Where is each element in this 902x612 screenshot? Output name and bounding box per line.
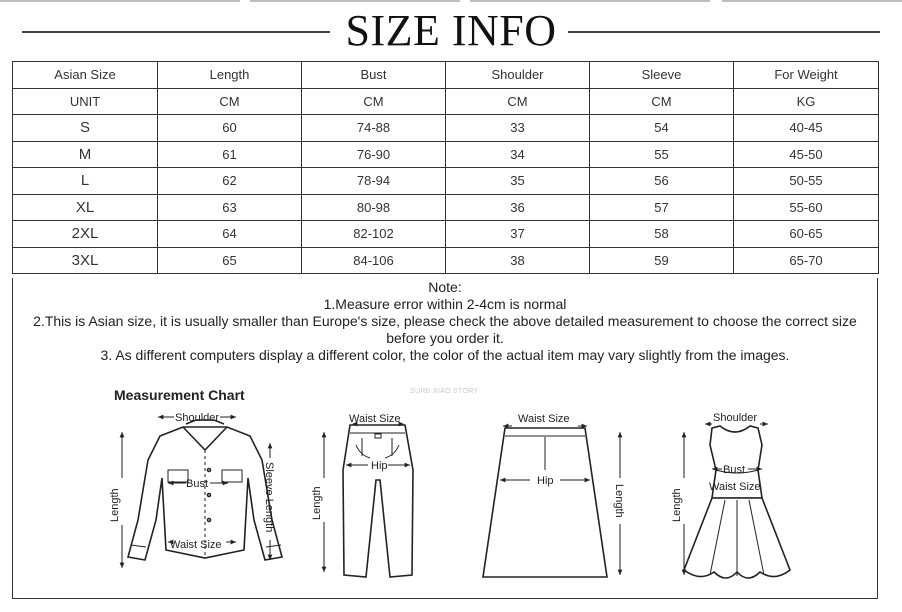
dress-diagram <box>684 426 790 578</box>
table-cell: 50-55 <box>734 168 879 195</box>
table-cell: 36 <box>446 194 590 221</box>
table-cell: 62 <box>158 168 302 195</box>
notes-heading: Note: <box>428 279 462 295</box>
shirt-shoulder-label: Shoulder <box>175 412 220 424</box>
shirt-length-label: Length <box>109 488 121 522</box>
table-cell: 76-90 <box>302 141 446 168</box>
note-text: 2.This is Asian size, it is usually smaller than Europe's size, please check the above detailed measurement to choose the correct size <box>33 313 857 329</box>
table-cell: 55 <box>590 141 734 168</box>
dress-shoulder-label: Shoulder <box>713 412 758 424</box>
table-cell: 60-65 <box>734 221 879 248</box>
unit-cell: UNIT <box>13 88 158 115</box>
measurement-chart-title: Measurement Chart <box>114 387 245 403</box>
unit-cell: CM <box>302 88 446 115</box>
table-cell: 78-94 <box>302 168 446 195</box>
skirt-waist-label: Waist Size <box>518 413 570 425</box>
table-cell: 64 <box>158 221 302 248</box>
note-text: 3. As different computers display a different color, the color of the actual item may vary slightly from the images. <box>100 347 790 363</box>
table-cell: 74-88 <box>302 115 446 142</box>
dress-length-label: Length <box>671 488 683 522</box>
table-cell: 37 <box>446 221 590 248</box>
table-cell: 82-102 <box>302 221 446 248</box>
column-header: Asian Size <box>13 62 158 89</box>
table-cell: 35 <box>446 168 590 195</box>
shirt-waist-label: Waist Size <box>170 539 222 551</box>
size-label-cell: 2XL <box>13 221 158 248</box>
column-header: Length <box>158 62 302 89</box>
table-cell: 54 <box>590 115 734 142</box>
table-cell: 80-98 <box>302 194 446 221</box>
table-cell: 59 <box>590 247 734 274</box>
table-cell: 65-70 <box>734 247 879 274</box>
skirt-length-label: Length <box>613 484 625 518</box>
table-cell: 61 <box>158 141 302 168</box>
dress-bust-label: Bust <box>723 464 746 476</box>
table-cell: 56 <box>590 168 734 195</box>
size-label-cell: XL <box>13 194 158 221</box>
table-cell: 84-106 <box>302 247 446 274</box>
size-label-cell: L <box>13 168 158 195</box>
table-cell: 33 <box>446 115 590 142</box>
table-cell: 38 <box>446 247 590 274</box>
pants-length-label: Length <box>311 486 323 520</box>
size-label-cell: S <box>13 115 158 142</box>
skirt-hip-label: Hip <box>537 475 554 487</box>
column-header: Sleeve <box>590 62 734 89</box>
size-label-cell: M <box>13 141 158 168</box>
table-cell: 55-60 <box>734 194 879 221</box>
unit-cell: KG <box>734 88 879 115</box>
note-text: 1.Measure error within 2-4cm is normal <box>323 296 567 312</box>
column-header: Shoulder <box>446 62 590 89</box>
table-cell: 60 <box>158 115 302 142</box>
table-cell: 40-45 <box>734 115 879 142</box>
dress-waist-label: Waist Size <box>709 481 761 493</box>
pants-waist-label: Waist Size <box>349 413 401 425</box>
page-title: SIZE INFO <box>345 6 557 55</box>
table-cell: 57 <box>590 194 734 221</box>
table-cell: 34 <box>446 141 590 168</box>
shirt-sleeve-label: Sleeve Length <box>263 462 275 533</box>
table-cell: 58 <box>590 221 734 248</box>
table-cell: 45-50 <box>734 141 879 168</box>
table-cell: 63 <box>158 194 302 221</box>
unit-cell: CM <box>158 88 302 115</box>
pants-hip-label: Hip <box>371 460 388 472</box>
watermark: SURE XIAO STORY <box>410 388 479 395</box>
unit-cell: CM <box>590 88 734 115</box>
column-header: For Weight <box>734 62 879 89</box>
pants-diagram <box>343 425 413 577</box>
table-cell: 65 <box>158 247 302 274</box>
size-label-cell: 3XL <box>13 247 158 274</box>
note-text: before you order it. <box>386 330 504 346</box>
unit-cell: CM <box>446 88 590 115</box>
column-header: Bust <box>302 62 446 89</box>
shirt-bust-label: Bust <box>186 478 209 490</box>
